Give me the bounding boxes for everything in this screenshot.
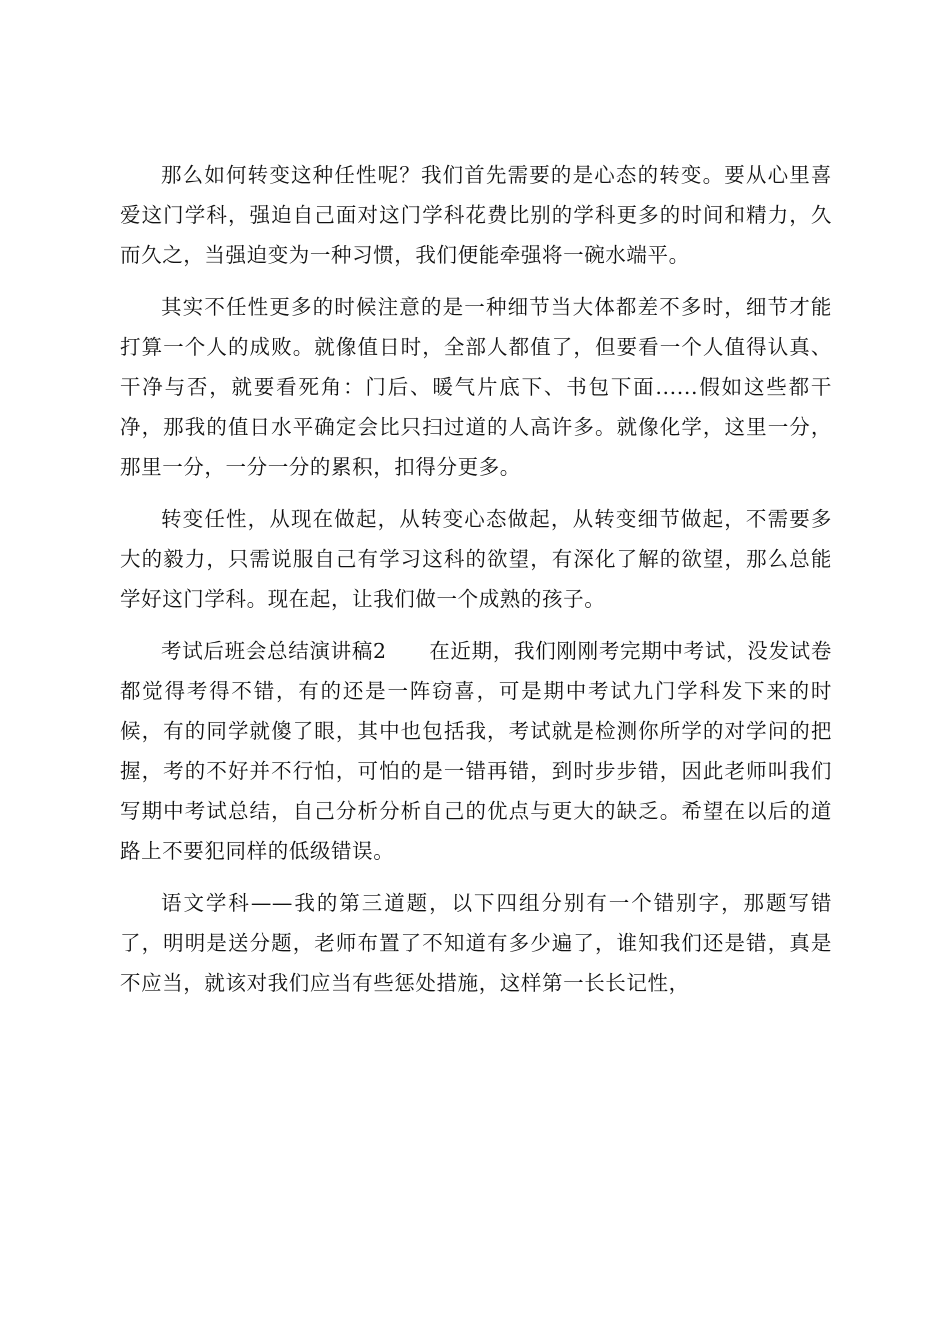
paragraph-chinese-subject: 语文学科——我的第三道题，以下四组分别有一个错别字，那题写错了，明明是送分题，老师布置了不知道有多少遍了，谁知我们还是错，真是不应当，就该对我们应当有些惩处措施，这样第一长长记性，: [120, 891, 832, 995]
paragraph-details: 其实不任性更多的时候注意的是一种细节当大体都差不多时，细节才能打算一个人的成败。就像值日时，全部人都值了，但要看一个人值得认真、干净与否，就要看死角：门后、暖气片底下、书包下面......假如这些都干净，那我的值日水平确定会比只扫过道的人高许多。就像化学，这里一分，那里一分，一分一分的累积，扣得分更多。: [120, 295, 832, 479]
paragraph-attitude-change: 那么如何转变这种任性呢？我们首先需要的是心态的转变。要从心里喜爱这门学科，强迫自己面对这门学科花费比别的学科更多的时间和精力，久而久之，当强迫变为一种习惯，我们便能牵强将一碗水端平。: [120, 163, 832, 267]
paragraph-start-now: 转变任性，从现在做起，从转变心态做起，从转变细节做起，不需要多大的毅力，只需说服自己有学习这科的欲望，有深化了解的欲望，那么总能学好这门学科。现在起，让我们做一个成熟的孩子。: [120, 507, 832, 611]
paragraph-speech-2-intro: 考试后班会总结演讲稿2 在近期，我们刚刚考完期中考试，没发试卷都觉得考得不错，有的还是一阵窃喜，可是期中考试九门学科发下来的时候，有的同学就傻了眼，其中也包括我，考试就是检测你所学的对学问的把握，考的不好并不行怕，可怕的是一错再错，到时步步错，因此老师叫我们写期中考试总结，自己分析分析自己的优点与更大的缺乏。希望在以后的道路上不要犯同样的低级错误。: [120, 639, 832, 863]
document-body: [120, 155, 832, 1015]
